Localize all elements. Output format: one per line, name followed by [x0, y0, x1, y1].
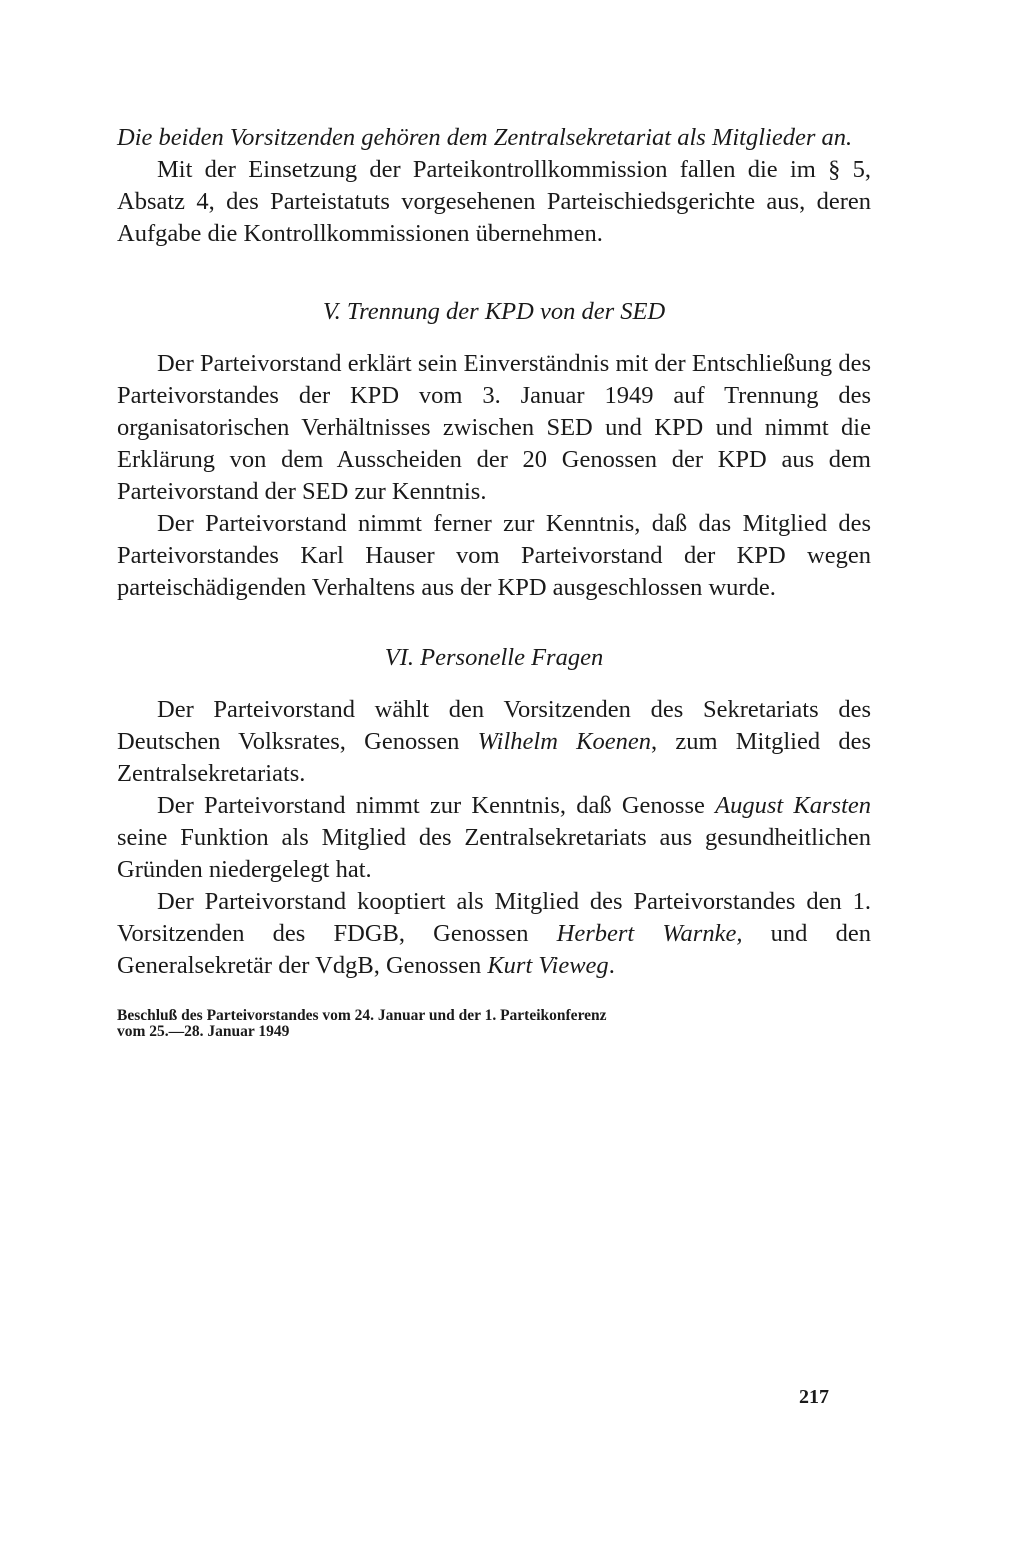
document-page — [117, 122, 871, 1040]
text-run: Der Parteivorstand nimmt zur Kenntnis, daß Genosse — [157, 792, 716, 819]
person-name: Wilhelm Koenen — [477, 728, 651, 755]
person-name: August Karsten — [715, 792, 872, 819]
text-run: Der Parteivorstand wählt den Vorsitzenden des Sekretariats des Deutschen Volksrates, Genossen — [117, 696, 871, 755]
text-run: Der Parteivorstand kooptiert als Mitglied des Parteivorstandes den 1. Vorsitzenden des FDGB, Genossen — [117, 888, 871, 947]
person-name: Kurt Vieweg — [487, 952, 609, 979]
paragraph-karl-hauser: Der Parteivorstand nimmt ferner zur Kenntnis, daß das Mitglied des Parteivorstandes Karl Hauser vom Parteivorstand der KPD wegen parteischädigenden Verhaltens aus der KPD ausgeschlossen wurde. — [117, 510, 871, 601]
paragraph-control-commission: Mit der Einsetzung der Parteikontrollkommission fallen die im § 5, Absatz 4, des Parteistatuts vorgesehenen Parteischiedsgerichte aus, deren Aufgabe die Kontrollkommissionen übernehmen. — [117, 156, 871, 247]
paragraph-kpd-separation: Der Parteivorstand erklärt sein Einverständnis mit der Entschließung des Parteivorstandes der KPD vom 3. Januar 1949 auf Trennung des organisatorischen Verhältnisses zwischen SED und KPD und nimmt die Erklärung von dem Ausscheiden der 20 Genossen der KPD aus dem Parteivorstand der SED zur Kenntnis. — [117, 350, 871, 505]
text-run: und den Generalsekretär der VdgB, Genossen — [117, 920, 871, 979]
section-heading-vi: VI. Personelle Fragen — [384, 644, 604, 671]
source-note-line: Beschluß des Parteivorstandes vom 24. Januar und der 1. Parteikonferenz — [117, 1007, 607, 1024]
page-number: 217 — [799, 1386, 829, 1408]
paragraph-chairmen-membership: Die beiden Vorsitzenden gehören dem Zentralsekretariat als Mitglieder an. — [117, 124, 853, 151]
section-heading-v: V. Trennung der KPD von der SED — [322, 298, 666, 325]
person-name: Herbert Warnke, — [556, 920, 743, 947]
source-note-line: vom 25.—28. Januar 1949 — [117, 1023, 290, 1040]
text-run: . — [608, 952, 615, 979]
paragraph-august-karsten — [117, 790, 871, 886]
text-run: seine Funktion als Mitglied des Zentralsekretariats aus gesundheitlichen Gründen niedergelegt hat. — [117, 824, 871, 883]
source-note — [117, 1008, 871, 1040]
text-run: , zum Mitglied des Zentralsekretariats. — [117, 728, 871, 787]
paragraph-cooptation — [117, 886, 871, 982]
paragraph-wilhelm-koenen — [117, 694, 871, 790]
